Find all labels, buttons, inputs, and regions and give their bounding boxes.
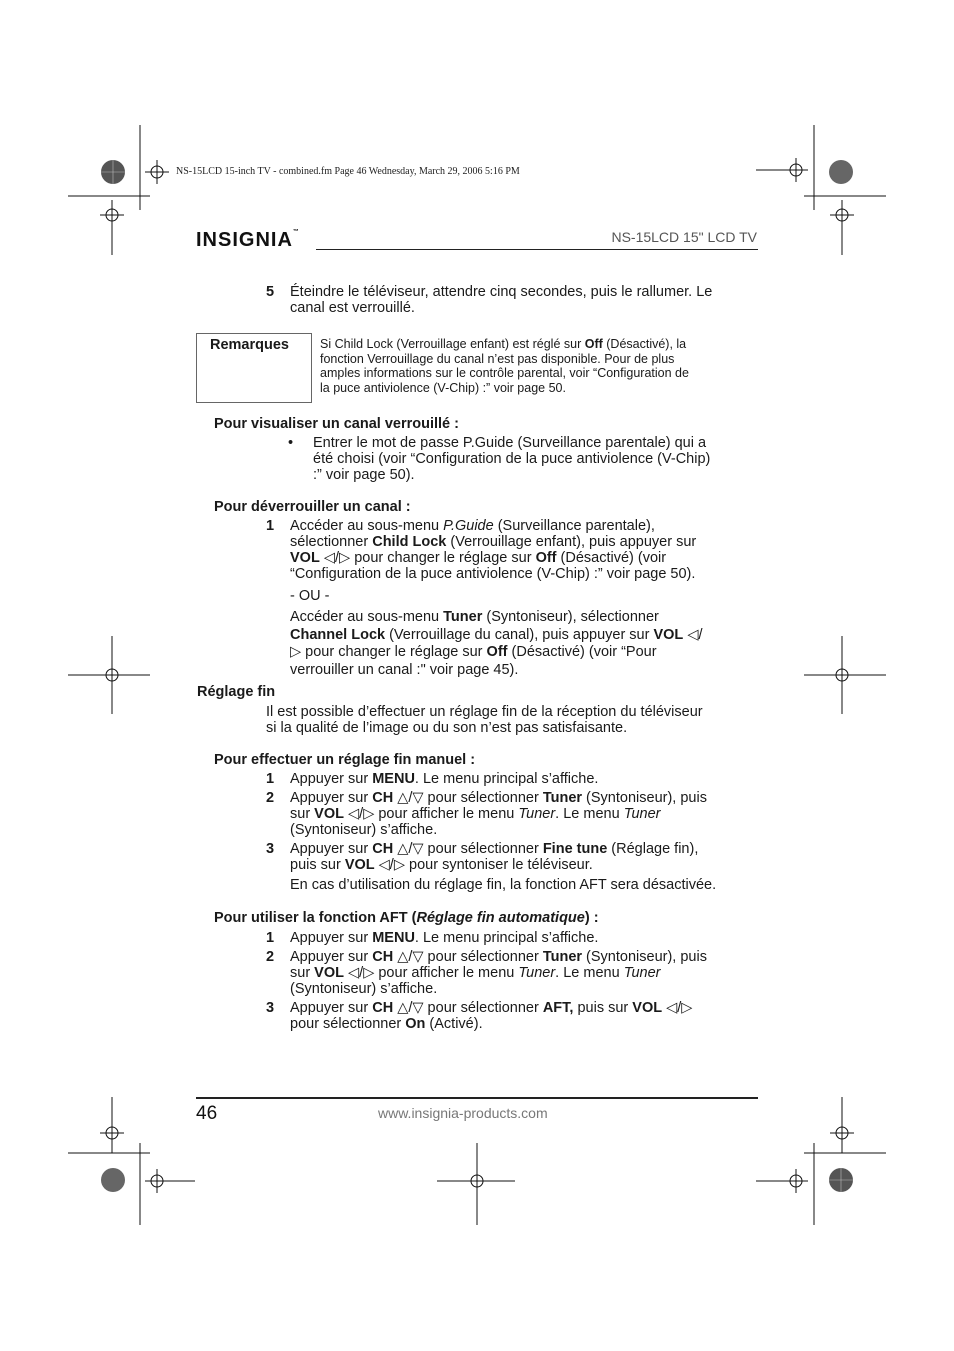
heading-view-locked: Pour visualiser un canal verrouillé : [214,416,459,432]
bullet: • [288,435,294,451]
header-rule [316,249,758,250]
step-number: 2 [266,949,275,965]
step-number: 5 [266,284,275,300]
manual-step2: Appuyer sur CH △/▽ pour sélectionner Tuner (Syntoniseur), puis sur VOL ◁/▷ pour afficher le menu Tuner. Le menu Tuner (Syntoniseur) s’affiche. [290,790,707,838]
footer-url: www.insignia-products.com [378,1105,548,1121]
print-file-info: NS-15LCD 15-inch TV - combined.fm Page 46 Wednesday, March 29, 2006 5:16 PM [176,166,520,177]
step-number: 1 [266,771,275,787]
brand-logo [196,229,299,252]
unlock-step1: Accéder au sous-menu P.Guide (Surveillance parentale), sélectionner Child Lock (Verrouillage enfant), puis appuyer sur VOL ◁/▷ pour changer le réglage sur Off (Désactivé) (voir “Configuration de la puce antiviolence (V-Chip) :” voir page 50). [290,518,697,582]
view-text: Entrer le mot de passe P.Guide (Surveillance parentale) qui a été choisi (voir “Configuration de la puce antiviolence (V-Chip) :” voir page 50). [313,435,711,483]
step-number: 3 [266,1000,275,1016]
manual-step3: Appuyer sur CH △/▽ pour sélectionner Fine tune (Réglage fin), puis sur VOL ◁/▷ pour syntoniser le téléviseur. En cas d’utilisation du réglage fin, la fonction AFT sera désactivée. [290,841,717,893]
aft-step2: Appuyer sur CH △/▽ pour sélectionner Tuner (Syntoniseur), puis sur VOL ◁/▷ pour afficher le menu Tuner. Le menu Tuner (Syntoniseur) s’affiche. [290,949,707,997]
brand-name: INSIGNIA [196,229,293,251]
trademark: ™ [292,229,299,235]
heading-manual: Pour effectuer un réglage fin manuel : [214,752,476,768]
step5-text: Éteindre le téléviseur, attendre cinq secondes, puis le rallumer. Le canal est verrouillé. [290,284,713,316]
note-divider [311,333,312,403]
model-title: NS-15LCD 15" LCD TV [611,229,757,245]
step-number: 1 [266,518,275,534]
step-number: 3 [266,841,275,857]
note-label: Remarques [210,337,289,353]
heading-unlock: Pour déverrouiller un canal : [214,499,411,515]
fine-text: Il est possible d’effectuer un réglage fin de la réception du téléviseur si la qualité de l’image ou du son n’est pas satisfaisante. [266,704,703,736]
aft-step3: Appuyer sur CH △/▽ pour sélectionner AFT, puis sur VOL ◁/▷ pour sélectionner On (Activé). [290,1000,693,1032]
footer-rule [196,1097,758,1099]
unlock-alt: Accéder au sous-menu Tuner (Syntoniseur), sélectionner Channel Lock (Verrouillage du canal), puis appuyer sur VOL ◁/ ▷ pour changer le réglage sur Off (Désactivé) (voir “Pour verrouiller un canal :" voir page 45). [290,609,703,678]
page-number: 46 [196,1103,218,1124]
step-number: 2 [266,790,275,806]
heading-fine-tune: Réglage fin [197,684,276,700]
aft-step1: Appuyer sur MENU. Le menu principal s’affiche. [290,930,599,946]
step-number: 1 [266,930,275,946]
manual-step1: Appuyer sur MENU. Le menu principal s’affiche. [290,771,599,787]
heading-aft: Pour utiliser la fonction AFT (Réglage fin automatique) : [214,910,599,926]
note-text: Si Child Lock (Verrouillage enfant) est réglé sur Off (Désactivé), la fonction Verrouillage du canal n’est pas disponible. Pour de plus amples informations sur le contrôle parental, voir “Configuration de la puce antiviolence (V-Chip) :” voir page 50. [320,337,689,395]
or-separator: - OU - [290,588,330,604]
